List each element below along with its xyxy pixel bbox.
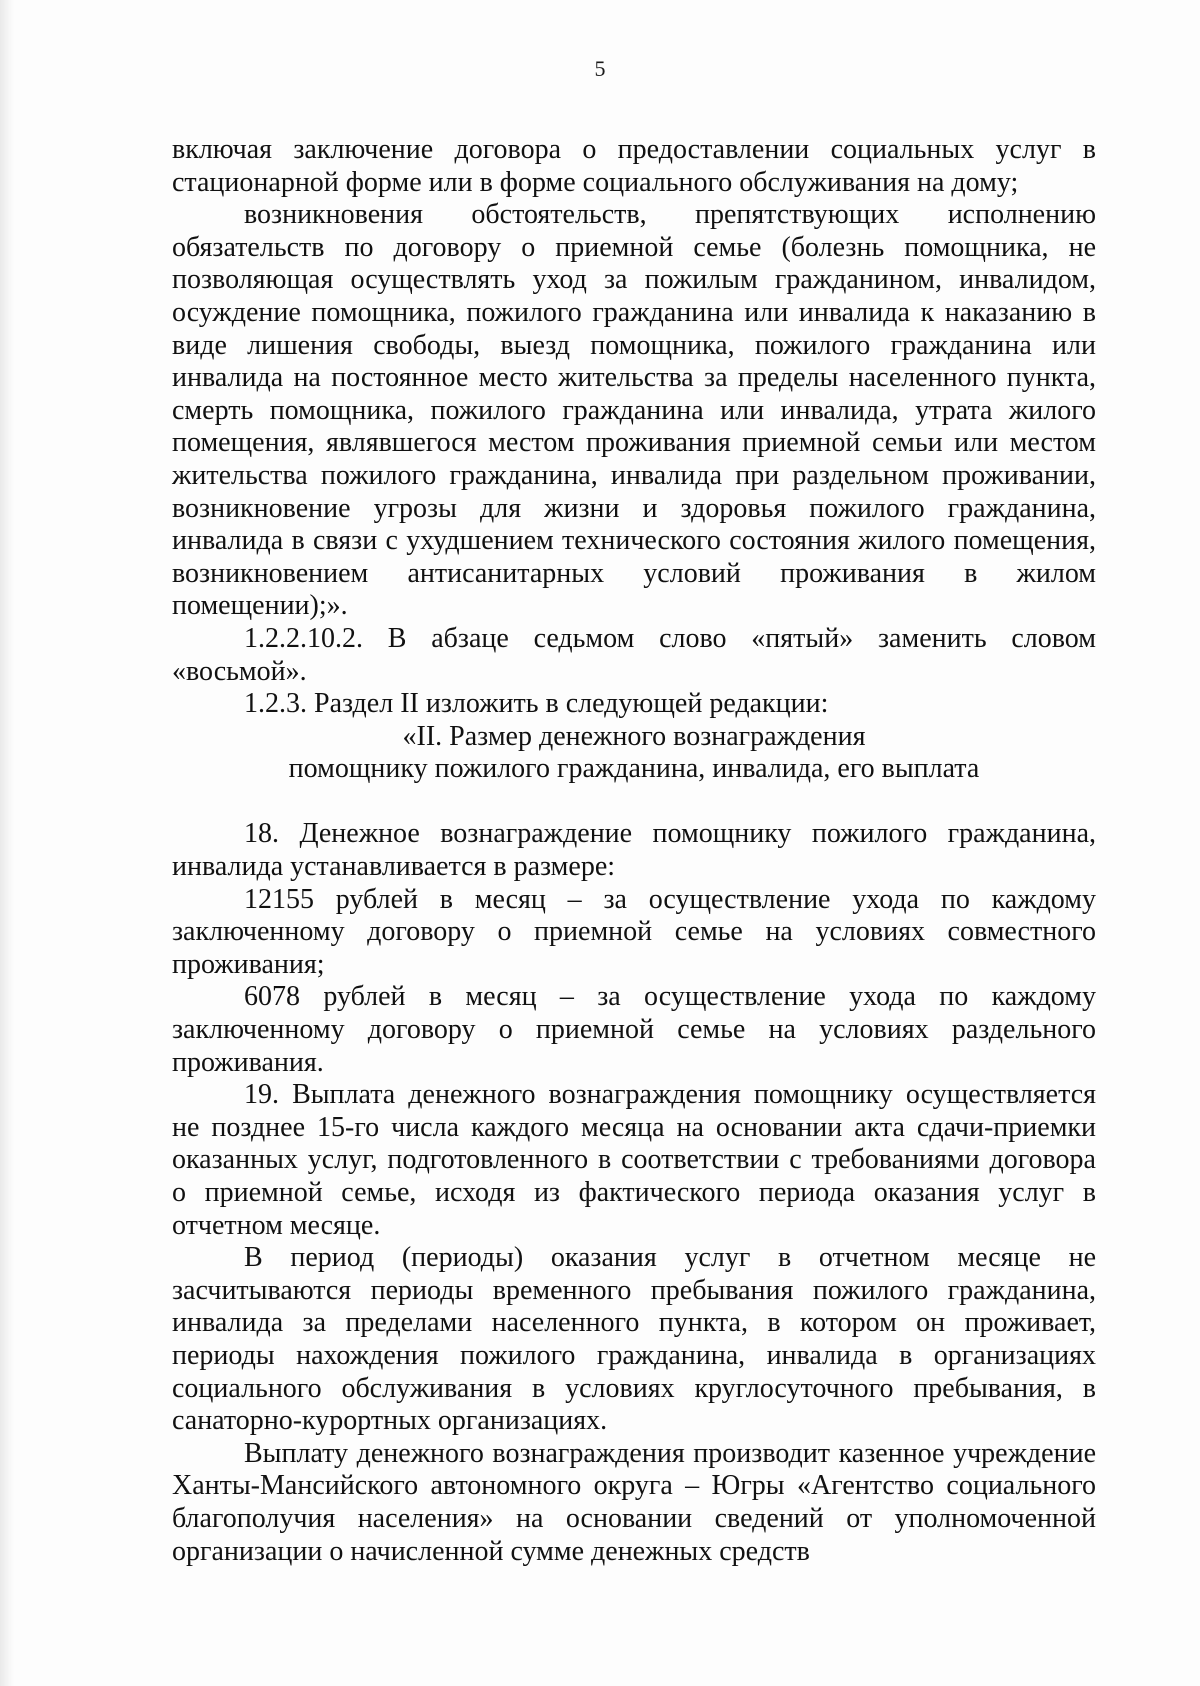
paragraph-amendment-1-2-2-10-2: 1.2.2.10.2. В абзаце седьмом слово «пятый» заменить словом «восьмой». <box>172 622 1096 687</box>
scan-edge <box>0 0 14 1686</box>
document-body <box>172 134 1096 1568</box>
paragraph-rate-joint: 12155 рублей в месяц – за осуществление ухода по каждому заключенному договору о приемной семье на условиях совместного проживания; <box>172 883 1096 980</box>
section-heading-line-1: «II. Размер денежного вознаграждения <box>402 720 866 752</box>
paragraph-circumstances: возникновения обстоятельств, препятствующих исполнению обязательств по договору о приемной семье (болезнь помощника, не позволяющая осуществлять уход за пожилым гражданином, инвалидом, осуждение помощника, пожилого гражданина или инвалида к наказанию в виде лишения свободы, выезд помощника, пожилого гражданина или инвалида на постоянное место жительства за пределы населенного пункта, смерть помощника, пожилого гражданина или инвалида, утрата жилого помещения, являвшегося местом проживания приемной семьи или местом жительства пожилого гражданина, инвалида при раздельном проживании, возникновение угрозы для жизни и здоровья пожилого гражданина, инвалида в связи с ухудшением технического состояния жилого помещения, возникновением антисанитарных условий проживания в жилом помещении);». <box>172 199 1096 622</box>
paragraph-item-18: 18. Денежное вознаграждение помощнику пожилого гражданина, инвалида устанавливается в размере: <box>172 818 1096 883</box>
paragraph-payment-agency: Выплату денежного вознаграждения производит казенное учреждение Ханты-Мансийского автономного округа – Югры «Агентство социального благополучия населения» на основании сведений от уполномоченной организации о начисленной сумме денежных средств <box>172 1437 1096 1567</box>
paragraph-rate-separate: 6078 рублей в месяц – за осуществление ухода по каждому заключенному договору о приемной семье на условиях раздельного проживания. <box>172 981 1096 1078</box>
blank-line <box>172 786 1096 819</box>
paragraph-periods: В период (периоды) оказания услуг в отчетном месяце не засчитываются периоды временного пребывания пожилого гражданина, инвалида за пределами населенного пункта, в котором он проживает, периоды нахождения пожилого гражданина, инвалида в организациях социального обслуживания в условиях круглосуточного пребывания, в санаторно-курортных организациях. <box>172 1242 1096 1437</box>
page-number: 5 <box>594 56 606 81</box>
section-heading-line-2: помощнику пожилого гражданина, инвалида, его выплата <box>288 753 980 785</box>
paragraph-item-19: 19. Выплата денежного вознаграждения помощнику осуществляется не позднее 15-го числа каждого месяца на основании акта сдачи-приемки оказанных услуг, подготовленного в соответствии с требованиями договора о приемной семье, исходя из фактического периода оказания услуг в отчетном месяце. <box>172 1079 1096 1241</box>
paragraph-amendment-1-2-3: 1.2.3. Раздел II изложить в следующей редакции: <box>244 688 829 720</box>
paragraph-continuation: включая заключение договора о предоставлении социальных услуг в стационарной форме или в форме социального обслуживания на дому; <box>172 134 1096 198</box>
